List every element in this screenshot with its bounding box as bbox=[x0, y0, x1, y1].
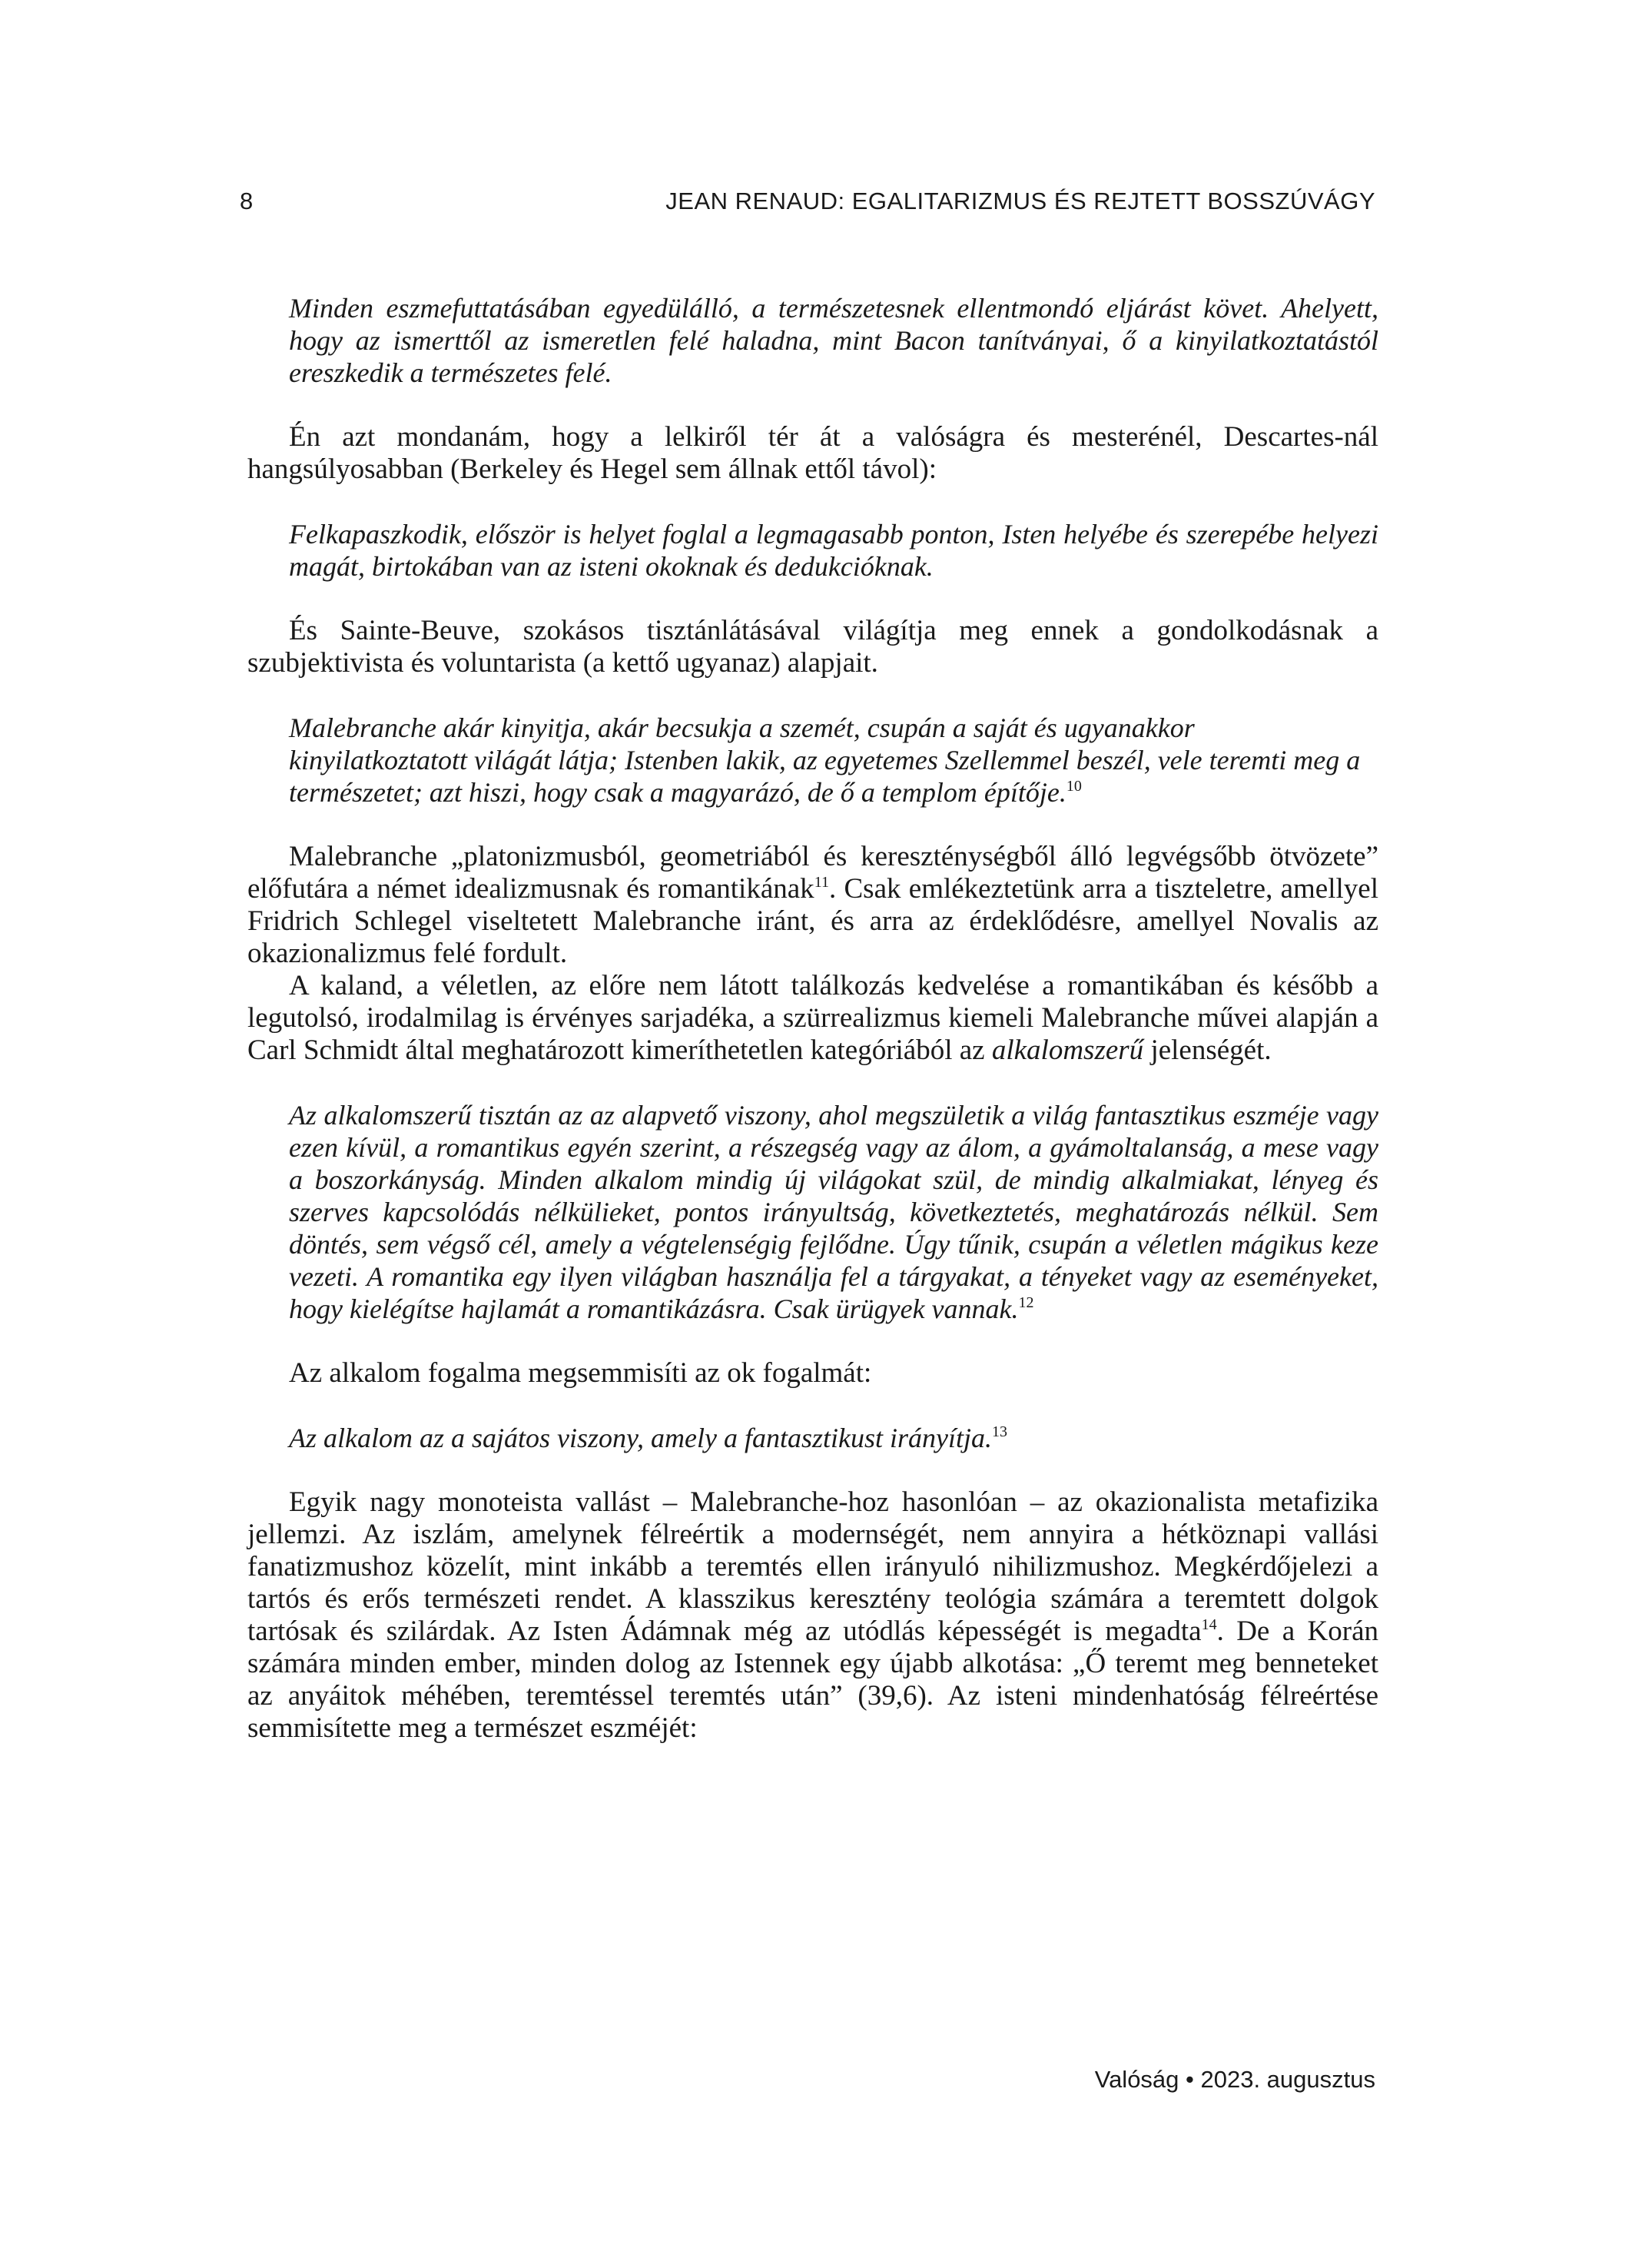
paragraph-text: Malebranche „platonizmusból, geometriából és kereszténységből álló legvégsőbb ötvözete” előfutára a német idealizmusnak és romantikának bbox=[247, 841, 1378, 905]
footnote-ref-10[interactable]: 10 bbox=[1066, 778, 1082, 795]
spacer bbox=[289, 486, 1378, 518]
paragraph-text: . De a Korán számára minden ember, minden dolog az Istennek egy újabb alkotása: „Ő teremt meg benneteket az anyáitok méhében, teremtéssel teremtés után” (39,6). Az isteni mindenhatóság félreértése semmisítette meg a természet eszméjét: bbox=[247, 1615, 1378, 1744]
spacer bbox=[289, 1067, 1378, 1099]
page-footer: Valóság • 2023. augusztus bbox=[1094, 2066, 1375, 2093]
spacer bbox=[289, 1390, 1378, 1422]
block-quote-2 bbox=[289, 518, 1378, 583]
paragraph-text: A kaland, a véletlen, az előre nem látott találkozás kedvelése a romantikában és később a legutolsó, irodalmilag is érvényes sarjadéka, a szürrealizmus kiemeli Malebranche művei alapján a Carl Schmidt által meghatározott kimeríthetetlen kategóriából az bbox=[247, 970, 1378, 1066]
quote-text: Az alkalomszerű tisztán az az alapvető viszony, ahol megszületik a világ fantasztikus eszméje vagy ezen kívül, a romantikus egyén szerint, a részegség vagy az álom, a gyámoltalanság, a mese vagy a boszorkányság. Minden alkalom mindig új világokat szül, de mindig alkalmiakat, lényeg és szerves kapcsolódás nélkülieket, pontos irányultság, következtetés, meghatározás nélkül. Sem döntés, sem végső cél, amely a végtelenségig fejlődne. Úgy tűnik, csupán a véletlen mágikus keze vezeti. A romantika egy ilyen világban használja fel a tárgyakat, a tényeket vagy az eseményeket, hogy kielégítse hajlamát a romantikázásra. Csak ürügyek vannak. bbox=[289, 1100, 1378, 1324]
paragraph-6 bbox=[247, 1486, 1378, 1745]
running-head-title: JEAN RENAUD: EGALITARIZMUS ÉS REJTETT BOSSZÚVÁGY bbox=[665, 188, 1375, 214]
block-quote-3 bbox=[289, 712, 1378, 809]
footnote-ref-11[interactable]: 11 bbox=[814, 874, 829, 891]
body-text bbox=[247, 292, 1378, 1745]
footnote-ref-14[interactable]: 14 bbox=[1201, 1616, 1217, 1633]
paragraph-1 bbox=[247, 421, 1378, 486]
emphasis-term: alkalomszerű bbox=[991, 1034, 1144, 1066]
spacer bbox=[289, 809, 1378, 841]
paragraph-text: És Sainte-Beuve, szokásos tisztánlátásával világítja meg ennek a gondolkodásnak a szubjektivista és voluntarista (a kettő ugyanaz) alapjait. bbox=[247, 615, 1378, 679]
paragraph-text: Én azt mondanám, hogy a lelkiről tér át a valóságra és mesterénél, Descartes-nál hangsúlyosabban (Berkeley és Hegel sem állnak ettől távol): bbox=[247, 421, 1378, 485]
paragraph-text: jelenségét. bbox=[1143, 1034, 1272, 1066]
footnote-ref-12[interactable]: 12 bbox=[1018, 1294, 1034, 1311]
quote-text: Minden eszmefuttatásában egyedülálló, a természetesnek ellentmondó eljárást követ. Ahelyett, hogy az ismerttől az ismeretlen felé haladna, mint Bacon tanítványai, ő a kinyilatkoztatástól ereszkedik a természetes felé. bbox=[289, 293, 1378, 388]
quote-text: Felkapaszkodik, először is helyet foglal a legmagasabb ponton, Isten helyébe és szerepébe helyezi magát, birtokában van az isteni okoknak és dedukcióknak. bbox=[289, 519, 1378, 582]
block-quote-1 bbox=[289, 292, 1378, 389]
paragraph-4 bbox=[247, 970, 1378, 1067]
paragraph-2 bbox=[247, 615, 1378, 679]
page-number: 8 bbox=[240, 188, 254, 214]
paragraph-text: Egyik nagy monoteista vallást – Malebranche-hoz hasonlóan – az okazionalista metafizika jellemzi. Az iszlám, amelynek félreértik a modernségét, nem annyira a hétköznapi vallási fanatizmushoz közelít, mint inkább a teremtés ellen irányuló nihilizmushoz. Megkérdőjelezi a tartós és erős természeti rendet. A klasszikus keresztény teológia számára a teremtett dolgok tartósak és szilárdak. Az Isten Ádámnak még az utódlás képességét is megadta bbox=[247, 1486, 1378, 1647]
paragraph-5 bbox=[289, 1357, 1378, 1390]
footnote-ref-13[interactable]: 13 bbox=[991, 1423, 1007, 1440]
spacer bbox=[289, 679, 1378, 712]
spacer bbox=[289, 389, 1378, 421]
block-quote-5 bbox=[289, 1422, 1378, 1454]
spacer bbox=[289, 583, 1378, 615]
quote-text: Malebranche akár kinyitja, akár becsukja a szemét, csupán a saját és ugyanakkor kinyilatkoztatott világát látja; Istenben lakik, az egyetemes Szellemmel beszél, vele teremti meg a természetet; azt hiszi, hogy csak a magyarázó, de ő a templom építője. bbox=[289, 712, 1361, 808]
quote-text: Az alkalom az a sajátos viszony, amely a fantasztikust irányítja. bbox=[289, 1423, 992, 1453]
block-quote-4 bbox=[289, 1099, 1378, 1325]
paragraph-text: Az alkalom fogalma megsemmisíti az ok fogalmát: bbox=[289, 1357, 872, 1389]
paragraph-3 bbox=[247, 841, 1378, 970]
running-head bbox=[240, 188, 1375, 218]
spacer bbox=[289, 1454, 1378, 1486]
spacer bbox=[289, 1325, 1378, 1357]
paragraph-text: . Csak emlékeztetünk arra a tiszteletre, amellyel Fridrich Schlegel viseltetett Malebranche iránt, és arra az érdeklődésre, amellyel Novalis az okazionalizmus felé fordult. bbox=[247, 873, 1378, 969]
